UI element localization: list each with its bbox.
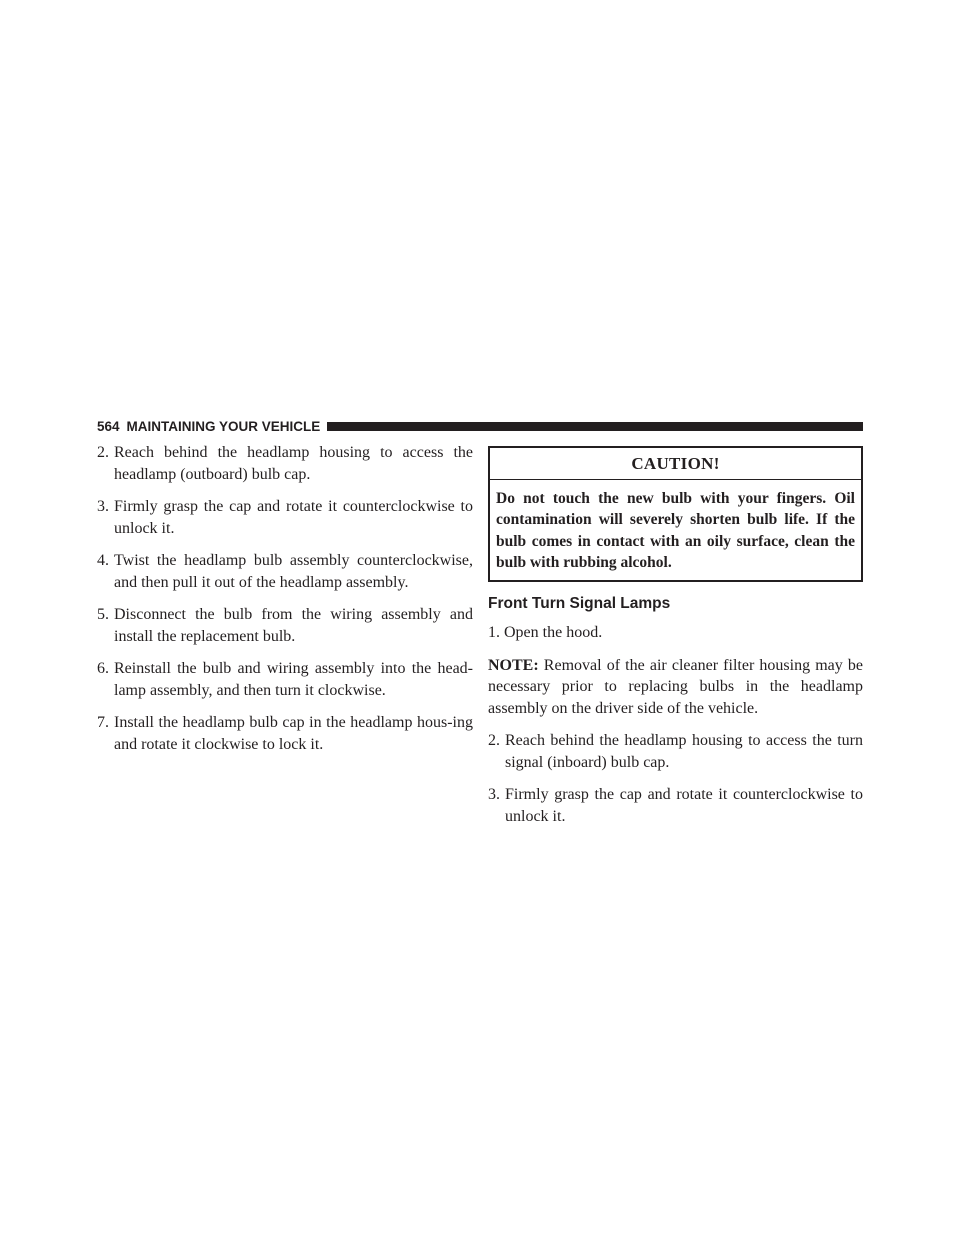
section-title: MAINTAINING YOUR VEHICLE	[126, 418, 321, 434]
step-text: Reinstall the bulb and wiring assembly into the head-lamp assembly, and then turn it clockwise.	[114, 660, 473, 699]
step-number: 5.	[97, 606, 109, 623]
step-number: 6.	[97, 660, 109, 677]
step-text: Firmly grasp the cap and rotate it counterclockwise to unlock it.	[114, 498, 473, 537]
subheading: Front Turn Signal Lamps	[488, 594, 671, 612]
right-column	[488, 446, 863, 838]
step-text: Disconnect the bulb from the wiring assembly and install the replacement bulb.	[114, 606, 473, 645]
step-number: 2.	[97, 444, 109, 461]
step-text: Firmly grasp the cap and rotate it counterclockwise to unlock it.	[505, 786, 863, 825]
list-item	[97, 712, 473, 755]
step-number: 3.	[97, 498, 109, 515]
note-text: Removal of the air cleaner filter housing may be necessary prior to replacing bulbs in the headlamp assembly on the driver side of the vehicle.	[488, 656, 863, 717]
list-item	[97, 550, 473, 593]
page-number: 564	[97, 418, 120, 434]
caution-box	[488, 446, 863, 582]
list-item	[488, 784, 863, 827]
step-text: Reach behind the headlamp housing to access the turn signal (inboard) bulb cap.	[505, 732, 863, 771]
list-item	[488, 730, 863, 773]
step-number: 3.	[488, 786, 500, 803]
caution-body: Do not touch the new bulb with your fingers. Oil contamination will severely shorten bulb life. If the bulb comes in contact with an oily surface, clean the bulb with rubbing alcohol.	[496, 489, 855, 571]
caution-title: CAUTION!	[490, 448, 861, 480]
page-header	[97, 416, 863, 436]
list-item	[97, 658, 473, 701]
step-number: 7.	[97, 714, 109, 731]
step-number: 2.	[488, 732, 500, 749]
list-item	[97, 442, 473, 485]
note	[488, 655, 863, 720]
list-item: 1. Open the hood.	[488, 624, 603, 641]
step-text: Reach behind the headlamp housing to access the headlamp (outboard) bulb cap.	[114, 444, 473, 483]
step-text: Twist the headlamp bulb assembly counterclockwise, and then pull it out of the headlamp assembly.	[114, 552, 473, 591]
note-label: NOTE:	[488, 656, 539, 674]
header-rule	[327, 422, 863, 431]
list-item	[97, 496, 473, 539]
step-number: 4.	[97, 552, 109, 569]
left-column	[97, 442, 473, 766]
step-text: Install the headlamp bulb cap in the headlamp hous-ing and rotate it clockwise to lock it.	[114, 714, 473, 753]
list-item	[97, 604, 473, 647]
